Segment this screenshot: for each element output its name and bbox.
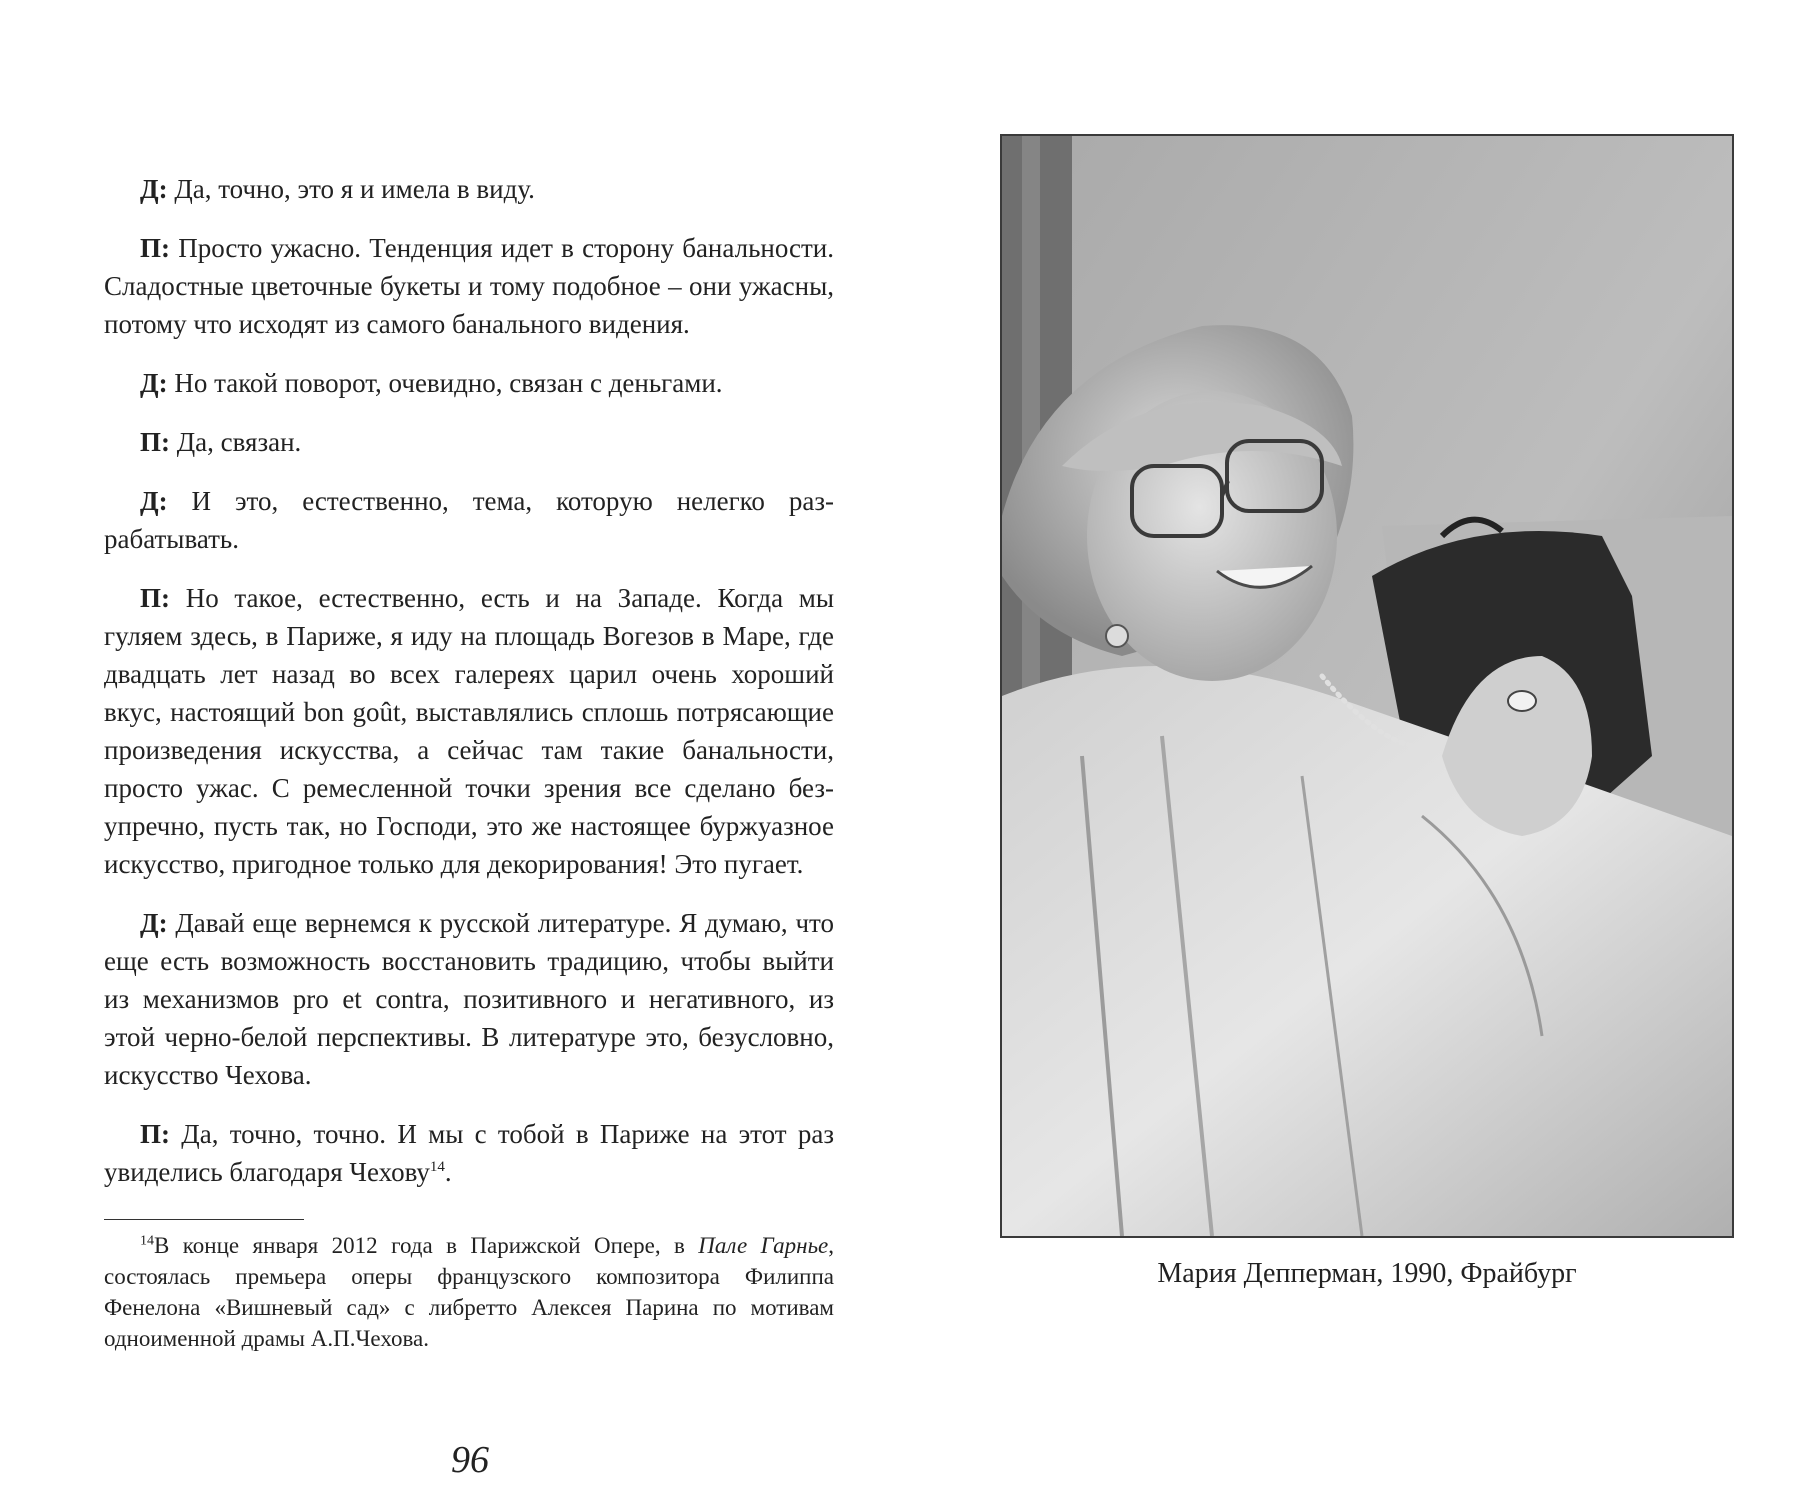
page-number: 96 <box>451 1439 489 1481</box>
dialogue-text: Но такое, естественно, есть и на Западе. Когда мы гуляем здесь, в Париже, я иду на площадь Вогезов в Маре, где двадцать лет назад во всех галереях царил очень хороший вкус, настоящий bon goût, выставлялись сплошь потрясающие произведения искусства, а сейчас там такие банальности, просто ужас. С ремесленной точки зрения все сделано безупречно, пусть так, но Господи, это же настоящее буржуазное искусство, пригодное только для декорирования! Это пугает. <box>104 583 834 879</box>
dialogue-text: Да, точно, точно. И мы с тобой в Париже на этот раз увиделись благодаря Чехову <box>104 1119 834 1187</box>
speaker-label: П: <box>140 583 170 613</box>
dialogue-text: Да, точно, это я и имела в виду. <box>167 174 535 204</box>
speaker-label: П: <box>140 233 170 263</box>
dialogue-text: Но такой поворот, очевидно, связан с деньгами. <box>167 368 723 398</box>
dialogue-line <box>104 423 834 461</box>
footnote <box>104 1230 834 1354</box>
dialogue-line <box>104 364 834 402</box>
footnote-italic-text: Пале Гарнье <box>698 1233 829 1258</box>
speaker-label: Д: <box>140 174 168 204</box>
dialogue-text: Просто ужасно. Тенденция идет в сторону банальности. Сладостные цветочные букеты и тому подобное – они ужасны, потому что исходят из самого банального видения. <box>104 233 834 339</box>
dialogue-line <box>104 904 834 1094</box>
dialogue-text: И это, естественно, тема, которую нелегко разрабатывать. <box>104 486 834 554</box>
speaker-label: П: <box>140 1119 170 1149</box>
speaker-label: Д: <box>140 486 168 516</box>
dialogue-line <box>104 482 834 558</box>
dialogue-text: Давай еще вернемся к русской литературе. Я думаю, что еще есть возможность восстановить традицию, чтобы выйти из механизмов pro et contra, позитивного и негативного, из этой черно-белой перспективы. В литературе это, безусловно, искусство Чехова. <box>104 908 834 1090</box>
portrait-photo <box>1000 134 1734 1238</box>
photo-caption: Мария Депперман, 1990, Фрайбург <box>1157 1258 1577 1289</box>
dialogue-line <box>104 1115 834 1191</box>
dialogue-line <box>104 170 834 208</box>
dialogue <box>104 170 834 1191</box>
portrait-photo-graphic <box>1002 136 1732 1236</box>
dialogue-line <box>104 579 834 883</box>
speaker-label: П: <box>140 427 170 457</box>
footnote-text-continued: , состоялась премьера оперы французского композитора Филиппа Фенелона «Вишневый сад» с либретто Алексея Парина по мотивам одноименной драмы А.П.Чехова. <box>104 1233 834 1351</box>
dialogue-text-end: . <box>444 1157 452 1187</box>
left-page <box>104 170 834 1354</box>
footnote-divider <box>104 1219 304 1220</box>
dialogue-line <box>104 229 834 343</box>
footnote-reference: 14 <box>429 1159 445 1175</box>
footnote-number: 14 <box>140 1233 154 1249</box>
dialogue-text: Да, связан. <box>170 427 302 457</box>
speaker-label: Д: <box>140 908 168 938</box>
speaker-label: Д: <box>140 368 168 398</box>
footnote-text: В конце января 2012 года в Парижской Опере, в <box>154 1233 699 1258</box>
